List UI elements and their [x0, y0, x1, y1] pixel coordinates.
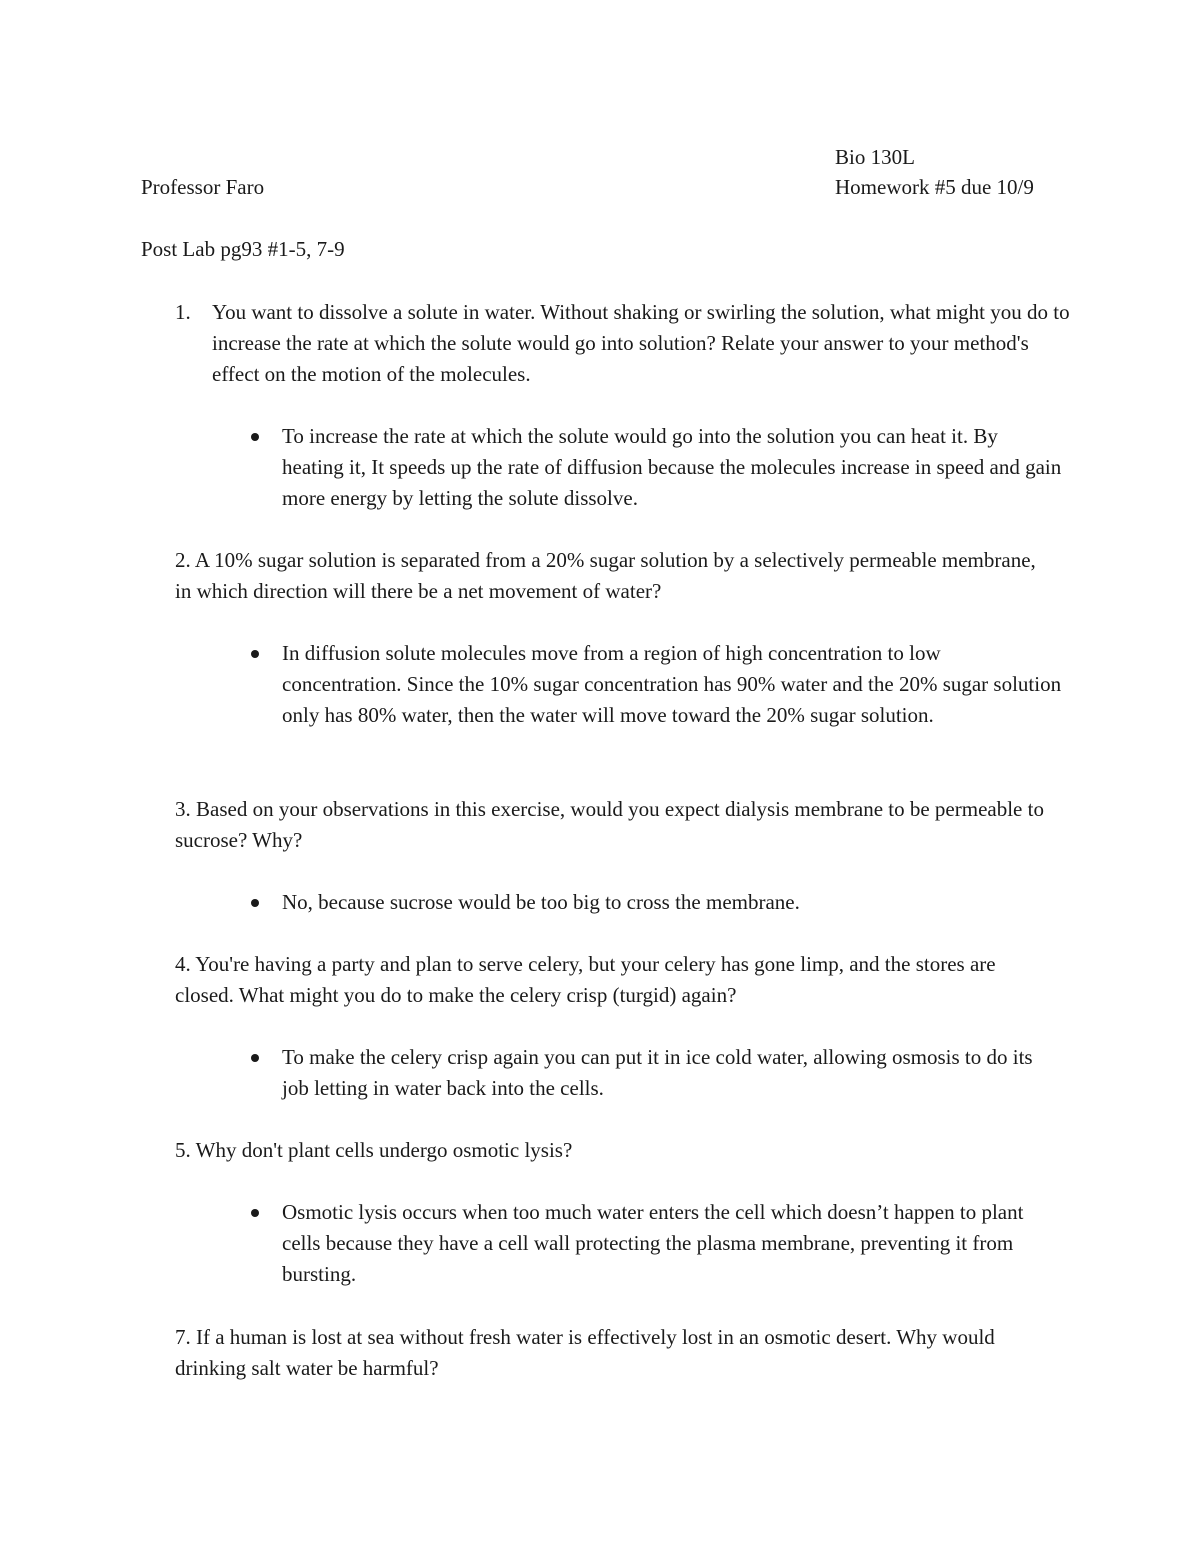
bullet-icon [251, 1054, 259, 1062]
question-text: You want to dissolve a solute in water. Without shaking or swirling the solution, what might you do to increase the rate at which the solute would go into solution? Relate your answer to your method's effect on the motion of the molecules. [212, 300, 1070, 386]
question-text: 4. You're having a party and plan to serve celery, but your celery has gone limp, and the stores are closed. What might you do to make the celery crisp (turgid) again? [175, 952, 996, 1007]
answer-text: No, because sucrose would be too big to cross the membrane. [282, 890, 800, 914]
answer-text: To make the celery crisp again you can put it in ice cold water, allowing osmosis to do its job letting in water back into the cells. [282, 1045, 1033, 1100]
bullet-icon [251, 899, 259, 907]
answer-text: In diffusion solute molecules move from a region of high concentration to low concentration. Since the 10% sugar concentration has 90% water and the 20% sugar solution only has 80% water, then the water will move toward the 20% sugar solution. [282, 641, 1062, 727]
assignment-title: Post Lab pg93 #1-5, 7-9 [141, 237, 345, 261]
course-label: Bio 130L [835, 145, 915, 169]
bullet-icon [251, 650, 259, 658]
question-number: 1. [175, 300, 191, 324]
answer-text: Osmotic lysis occurs when too much water enters the cell which doesn’t happen to plant cells because they have a cell wall protecting the plasma membrane, preventing it from bursting. [282, 1200, 1024, 1286]
professor-name: Professor Faro [141, 175, 265, 199]
bullet-icon [251, 1209, 259, 1217]
question-text: 7. If a human is lost at sea without fresh water is effectively lost in an osmotic desert. Why would drinking salt water be harmful? [175, 1325, 995, 1380]
homework-due: Homework #5 due 10/9 [835, 175, 1034, 199]
bullet-icon [251, 433, 259, 441]
answer-text: To increase the rate at which the solute would go into the solution you can heat it. By heating it, It speeds up the rate of diffusion because the molecules increase in speed and gain more energy by letting the solute dissolve. [282, 424, 1062, 510]
question-text: 5. Why don't plant cells undergo osmotic lysis? [175, 1138, 573, 1162]
question-text: 2. A 10% sugar solution is separated from a 20% sugar solution by a selectively permeable membrane, in which direction will there be a net movement of water? [175, 548, 1036, 603]
question-text: 3. Based on your observations in this exercise, would you expect dialysis membrane to be permeable to sucrose? Why? [175, 797, 1044, 852]
